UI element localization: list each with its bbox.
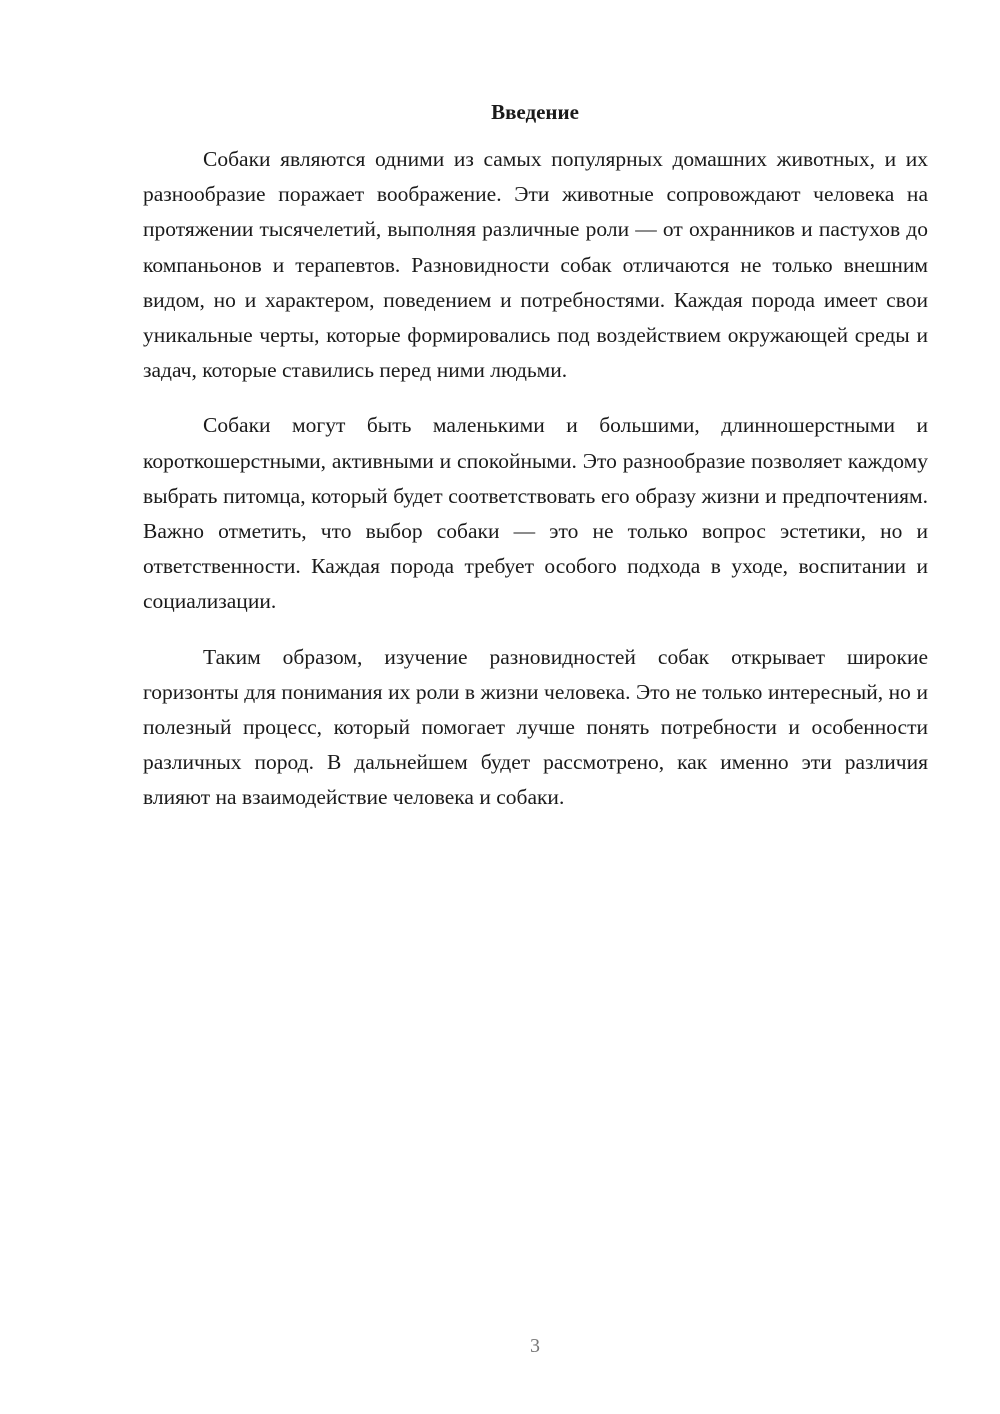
page-number: 3 — [530, 1335, 540, 1357]
paragraph-1: Собаки являются одними из самых популярных домашних животных, и их разнообразие поражает воображение. Эти животные сопровождают человека на протяжении тысячелетий, выполняя различные роли — от охранников и пастухов до компаньонов и терапевтов. Разновидности собак отличаются не только внешним видом, но и характером, поведением и потребностями. Каждая порода имеет свои уникальные черты, которые формировались под воздействием окружающей среды и задач, которые ставились перед ними людьми. — [143, 147, 928, 383]
paragraph-3: Таким образом, изучение разновидностей собак открывает широкие горизонты для понимания их роли в жизни человека. Это не только интересный, но и полезный процесс, который помогает лучше понять потребности и особенности различных пород. В дальнейшем будет рассмотрено, как именно эти различия влияют на взаимодействие человека и собаки. — [143, 644, 928, 810]
section-title: Введение — [491, 100, 579, 124]
paragraph-2: Собаки могут быть маленькими и большими, длинношерстными и короткошерстными, активными и спокойными. Это разнообразие позволяет каждому выбрать питомца, который будет соответствовать его образу жизни и предпочтениям. Важно отметить, что выбор собаки — это не только вопрос эстетики, но и ответственности. Каждая порода требует особого подхода в уходе, воспитании и социализации. — [143, 413, 928, 614]
body-text — [143, 142, 928, 836]
